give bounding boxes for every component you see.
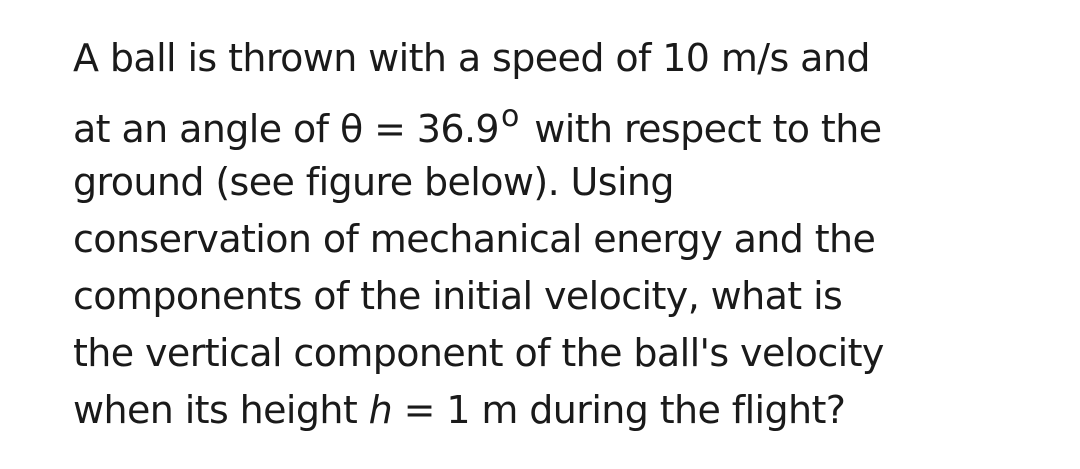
theta-symbol: θ bbox=[339, 107, 363, 151]
angle-text-prefix: at an angle of bbox=[73, 107, 340, 151]
angle-text-suffix: with respect to the bbox=[522, 107, 882, 151]
problem-line-2 bbox=[73, 92, 1063, 154]
problem-text bbox=[73, 24, 1063, 439]
problem-line-6: the vertical component of the ball's velocity bbox=[73, 331, 884, 375]
height-variable: h bbox=[368, 388, 393, 432]
height-text-suffix: = 1 m during the flight? bbox=[392, 388, 846, 432]
height-text-prefix: when its height bbox=[73, 388, 369, 432]
problem-line-3: ground (see figure below). Using bbox=[73, 160, 674, 204]
problem-line-5: components of the initial velocity, what is bbox=[73, 274, 843, 318]
angle-value: = 36.9 bbox=[362, 107, 500, 151]
problem-line-7 bbox=[73, 382, 1063, 439]
degree-symbol: o bbox=[501, 99, 519, 134]
problem-line-4: conservation of mechanical energy and the bbox=[73, 217, 876, 261]
problem-line-1: A ball is thrown with a speed of 10 m/s and bbox=[73, 36, 870, 80]
